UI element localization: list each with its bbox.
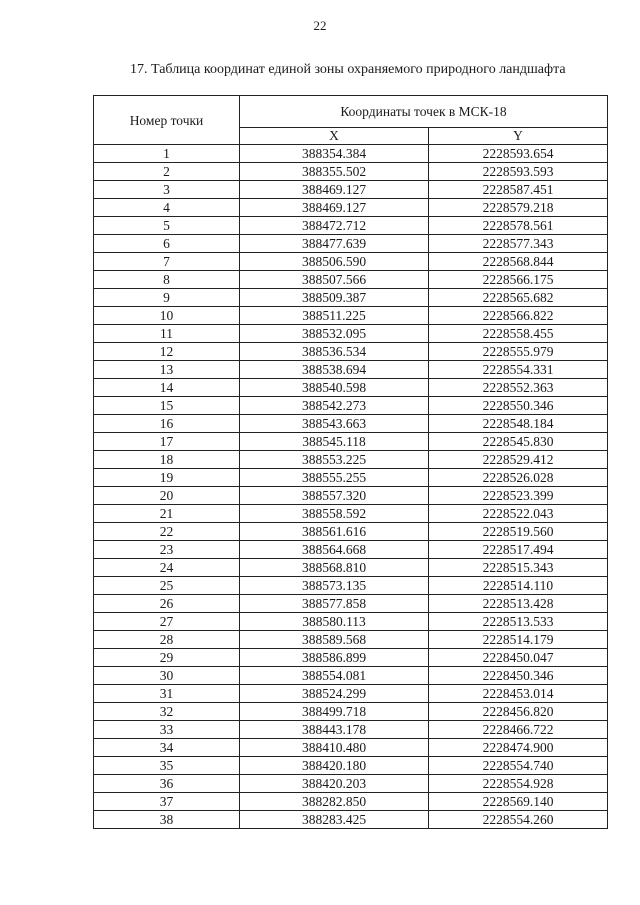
- cell-y: 2228578.561: [429, 217, 608, 235]
- cell-x: 388568.810: [240, 559, 429, 577]
- table-row: [94, 649, 608, 667]
- cell-x: 388564.668: [240, 541, 429, 559]
- cell-y: 2228554.331: [429, 361, 608, 379]
- cell-y: 2228554.928: [429, 775, 608, 793]
- table-row: [94, 667, 608, 685]
- table-row: [94, 685, 608, 703]
- cell-point-number: 29: [94, 649, 240, 667]
- cell-y: 2228554.260: [429, 811, 608, 829]
- cell-x: 388561.616: [240, 523, 429, 541]
- cell-x: 388580.113: [240, 613, 429, 631]
- table-row: [94, 289, 608, 307]
- table-row: [94, 199, 608, 217]
- cell-x: 388472.712: [240, 217, 429, 235]
- table-row: [94, 163, 608, 181]
- table-row: [94, 487, 608, 505]
- cell-x: 388558.592: [240, 505, 429, 523]
- table-row: [94, 361, 608, 379]
- cell-y: 2228515.343: [429, 559, 608, 577]
- cell-y: 2228566.175: [429, 271, 608, 289]
- cell-point-number: 34: [94, 739, 240, 757]
- cell-y: 2228519.560: [429, 523, 608, 541]
- cell-x: 388542.273: [240, 397, 429, 415]
- cell-y: 2228453.014: [429, 685, 608, 703]
- cell-y: 2228522.043: [429, 505, 608, 523]
- cell-point-number: 17: [94, 433, 240, 451]
- cell-x: 388507.566: [240, 271, 429, 289]
- cell-point-number: 27: [94, 613, 240, 631]
- cell-x: 388282.850: [240, 793, 429, 811]
- table-row: [94, 181, 608, 199]
- cell-point-number: 14: [94, 379, 240, 397]
- cell-y: 2228474.900: [429, 739, 608, 757]
- cell-point-number: 20: [94, 487, 240, 505]
- cell-point-number: 30: [94, 667, 240, 685]
- cell-point-number: 9: [94, 289, 240, 307]
- cell-x: 388543.663: [240, 415, 429, 433]
- table-row: [94, 703, 608, 721]
- cell-y: 2228554.740: [429, 757, 608, 775]
- cell-x: 388536.534: [240, 343, 429, 361]
- cell-y: 2228555.979: [429, 343, 608, 361]
- cell-y: 2228593.654: [429, 145, 608, 163]
- cell-x: 388589.568: [240, 631, 429, 649]
- cell-y: 2228593.593: [429, 163, 608, 181]
- cell-x: 388420.203: [240, 775, 429, 793]
- cell-point-number: 36: [94, 775, 240, 793]
- table-row: [94, 379, 608, 397]
- cell-y: 2228550.346: [429, 397, 608, 415]
- table-row: [94, 505, 608, 523]
- table-row: [94, 613, 608, 631]
- cell-y: 2228456.820: [429, 703, 608, 721]
- cell-y: 2228577.343: [429, 235, 608, 253]
- page-number: 22: [313, 18, 327, 33]
- cell-y: 2228450.346: [429, 667, 608, 685]
- cell-x: 388540.598: [240, 379, 429, 397]
- cell-point-number: 11: [94, 325, 240, 343]
- table-row: [94, 793, 608, 811]
- cell-x: 388420.180: [240, 757, 429, 775]
- cell-point-number: 37: [94, 793, 240, 811]
- coordinates-table: [93, 95, 608, 829]
- table-row: [94, 577, 608, 595]
- cell-point-number: 18: [94, 451, 240, 469]
- cell-x: 388557.320: [240, 487, 429, 505]
- cell-x: 388553.225: [240, 451, 429, 469]
- table-row: [94, 433, 608, 451]
- cell-y: 2228529.412: [429, 451, 608, 469]
- cell-x: 388410.480: [240, 739, 429, 757]
- cell-y: 2228514.110: [429, 577, 608, 595]
- table-row: [94, 757, 608, 775]
- table-row: [94, 739, 608, 757]
- cell-y: 2228566.822: [429, 307, 608, 325]
- cell-y: 2228568.844: [429, 253, 608, 271]
- cell-y: 2228514.179: [429, 631, 608, 649]
- table-row: [94, 559, 608, 577]
- cell-x: 388354.384: [240, 145, 429, 163]
- cell-y: 2228565.682: [429, 289, 608, 307]
- cell-x: 388524.299: [240, 685, 429, 703]
- header-coordinates: Координаты точек в МСК-18: [240, 96, 608, 128]
- table-row: [94, 595, 608, 613]
- cell-point-number: 25: [94, 577, 240, 595]
- cell-x: 388538.694: [240, 361, 429, 379]
- cell-point-number: 26: [94, 595, 240, 613]
- cell-point-number: 4: [94, 199, 240, 217]
- table-row: [94, 253, 608, 271]
- cell-point-number: 21: [94, 505, 240, 523]
- table-row: [94, 451, 608, 469]
- cell-y: 2228587.451: [429, 181, 608, 199]
- cell-point-number: 31: [94, 685, 240, 703]
- table-row: [94, 217, 608, 235]
- cell-point-number: 15: [94, 397, 240, 415]
- cell-x: 388511.225: [240, 307, 429, 325]
- cell-y: 2228548.184: [429, 415, 608, 433]
- table-row: [94, 631, 608, 649]
- table-title: 17. Таблица координат единой зоны охраняемого природного ландшафта: [130, 62, 566, 77]
- cell-x: 388469.127: [240, 199, 429, 217]
- cell-y: 2228552.363: [429, 379, 608, 397]
- cell-x: 388499.718: [240, 703, 429, 721]
- cell-point-number: 35: [94, 757, 240, 775]
- cell-x: 388509.387: [240, 289, 429, 307]
- table-row: [94, 343, 608, 361]
- cell-point-number: 24: [94, 559, 240, 577]
- cell-y: 2228466.722: [429, 721, 608, 739]
- cell-x: 388573.135: [240, 577, 429, 595]
- cell-point-number: 28: [94, 631, 240, 649]
- cell-y: 2228517.494: [429, 541, 608, 559]
- cell-x: 388586.899: [240, 649, 429, 667]
- cell-point-number: 19: [94, 469, 240, 487]
- cell-point-number: 6: [94, 235, 240, 253]
- table-row: [94, 235, 608, 253]
- cell-point-number: 12: [94, 343, 240, 361]
- header-point-number: Номер точки: [94, 96, 240, 145]
- cell-x: 388469.127: [240, 181, 429, 199]
- cell-point-number: 23: [94, 541, 240, 559]
- table-row: [94, 145, 608, 163]
- cell-y: 2228523.399: [429, 487, 608, 505]
- table-row: [94, 775, 608, 793]
- cell-x: 388477.639: [240, 235, 429, 253]
- table-row: [94, 307, 608, 325]
- cell-point-number: 10: [94, 307, 240, 325]
- table-row: [94, 271, 608, 289]
- cell-x: 388577.858: [240, 595, 429, 613]
- cell-x: 388545.118: [240, 433, 429, 451]
- cell-x: 388554.081: [240, 667, 429, 685]
- table-row: [94, 397, 608, 415]
- cell-x: 388355.502: [240, 163, 429, 181]
- cell-point-number: 32: [94, 703, 240, 721]
- table-row: [94, 811, 608, 829]
- cell-y: 2228513.428: [429, 595, 608, 613]
- cell-x: 388443.178: [240, 721, 429, 739]
- cell-point-number: 3: [94, 181, 240, 199]
- cell-y: 2228450.047: [429, 649, 608, 667]
- cell-x: 388532.095: [240, 325, 429, 343]
- cell-point-number: 22: [94, 523, 240, 541]
- cell-x: 388555.255: [240, 469, 429, 487]
- cell-point-number: 8: [94, 271, 240, 289]
- cell-x: 388283.425: [240, 811, 429, 829]
- table-row: [94, 469, 608, 487]
- cell-x: 388506.590: [240, 253, 429, 271]
- cell-point-number: 33: [94, 721, 240, 739]
- cell-y: 2228526.028: [429, 469, 608, 487]
- table-row: [94, 415, 608, 433]
- header-x: X: [240, 127, 429, 144]
- cell-y: 2228569.140: [429, 793, 608, 811]
- cell-point-number: 16: [94, 415, 240, 433]
- cell-y: 2228513.533: [429, 613, 608, 631]
- cell-y: 2228579.218: [429, 199, 608, 217]
- table-row: [94, 721, 608, 739]
- table-body: [94, 145, 608, 829]
- cell-point-number: 38: [94, 811, 240, 829]
- cell-point-number: 5: [94, 217, 240, 235]
- cell-point-number: 2: [94, 163, 240, 181]
- cell-point-number: 7: [94, 253, 240, 271]
- table-row: [94, 325, 608, 343]
- cell-point-number: 13: [94, 361, 240, 379]
- cell-y: 2228558.455: [429, 325, 608, 343]
- header-y: Y: [429, 127, 608, 144]
- cell-point-number: 1: [94, 145, 240, 163]
- cell-y: 2228545.830: [429, 433, 608, 451]
- table-row: [94, 523, 608, 541]
- table-row: [94, 541, 608, 559]
